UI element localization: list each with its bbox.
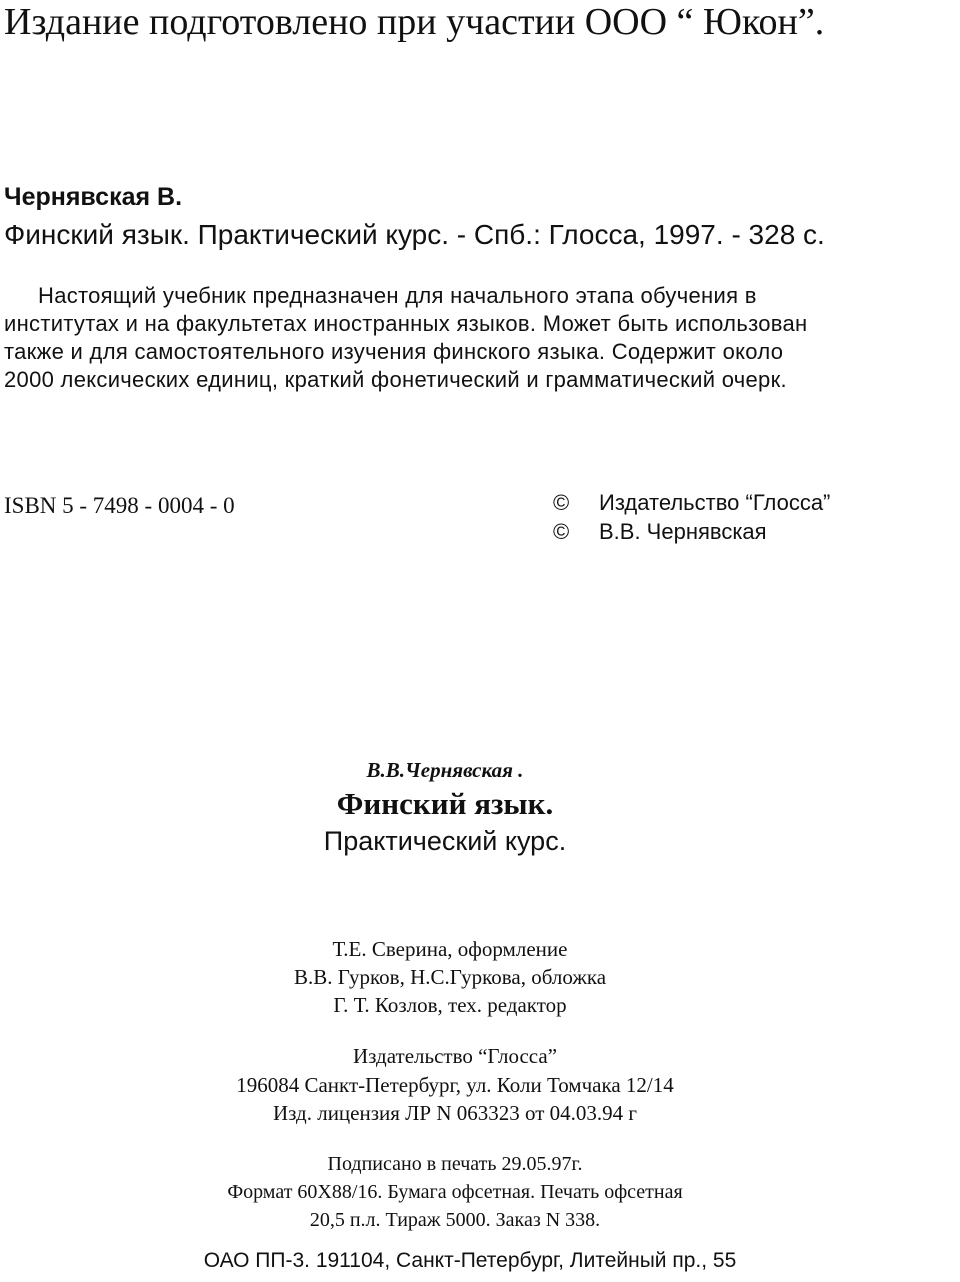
abstract-line: также и для самостоятельного изучения финского языка. Содержит около (4, 339, 784, 364)
copyright-line (553, 490, 830, 516)
credit-line: В.В. Гурков, Н.С.Гуркова, обложка (293, 965, 607, 989)
copyright-line (553, 519, 767, 545)
printer-line: ОАО ПП-3. 191104, Санкт-Петербург, Литейный пр., 55 (203, 1249, 737, 1272)
bib-author: Чернявская В. (4, 183, 183, 211)
publisher-line: 196084 Санкт-Петербург, ул. Коли Томчака 12/14 (236, 1073, 674, 1097)
publisher-line: Изд. лицензия ЛР N 063323 от 04.03.94 г (272, 1101, 638, 1125)
print-detail-line: Подписано в печать 29.05.97г. (327, 1153, 583, 1175)
credit-line: Т.Е. Сверина, оформление (332, 937, 568, 961)
bib-citation: Финский язык. Практический курс. - Спб.: Глосса, 1997. - 328 с. (4, 219, 825, 250)
isbn: ISBN 5 - 7498 - 0004 - 0 (4, 493, 235, 518)
publisher-line: Издательство “Глосса” (352, 1044, 558, 1068)
colophon-subtitle: Практический курс. (323, 826, 567, 856)
copyright-icon: © (553, 490, 570, 515)
copyright-icon: © (553, 519, 570, 544)
copyright-holder: В.В. Чернявская (599, 519, 767, 544)
copyright-holder: Издательство “Глосса” (599, 490, 831, 515)
colophon-author: В.В.Чернявская . (366, 758, 524, 782)
abstract-line: Настоящий учебник предназначен для начального этапа обучения в (38, 283, 757, 308)
publisher-note: Издание подготовлено при участии ООО “ Юкон”. (4, 1, 825, 43)
abstract-line: 2000 лексических единиц, краткий фонетический и грамматический очерк. (4, 367, 787, 392)
print-detail-line: Формат 60X88/16. Бумага офсетная. Печать офсетная (227, 1181, 683, 1203)
print-detail-line: 20,5 п.л. Тираж 5000. Заказ N 338. (309, 1209, 601, 1231)
abstract-line: институтах и на факультетах иностранных языков. Может быть использован (4, 311, 808, 336)
credit-line: Г. Т. Козлов, тех. редактор (333, 993, 567, 1017)
colophon-title: Финский язык. (336, 786, 554, 821)
